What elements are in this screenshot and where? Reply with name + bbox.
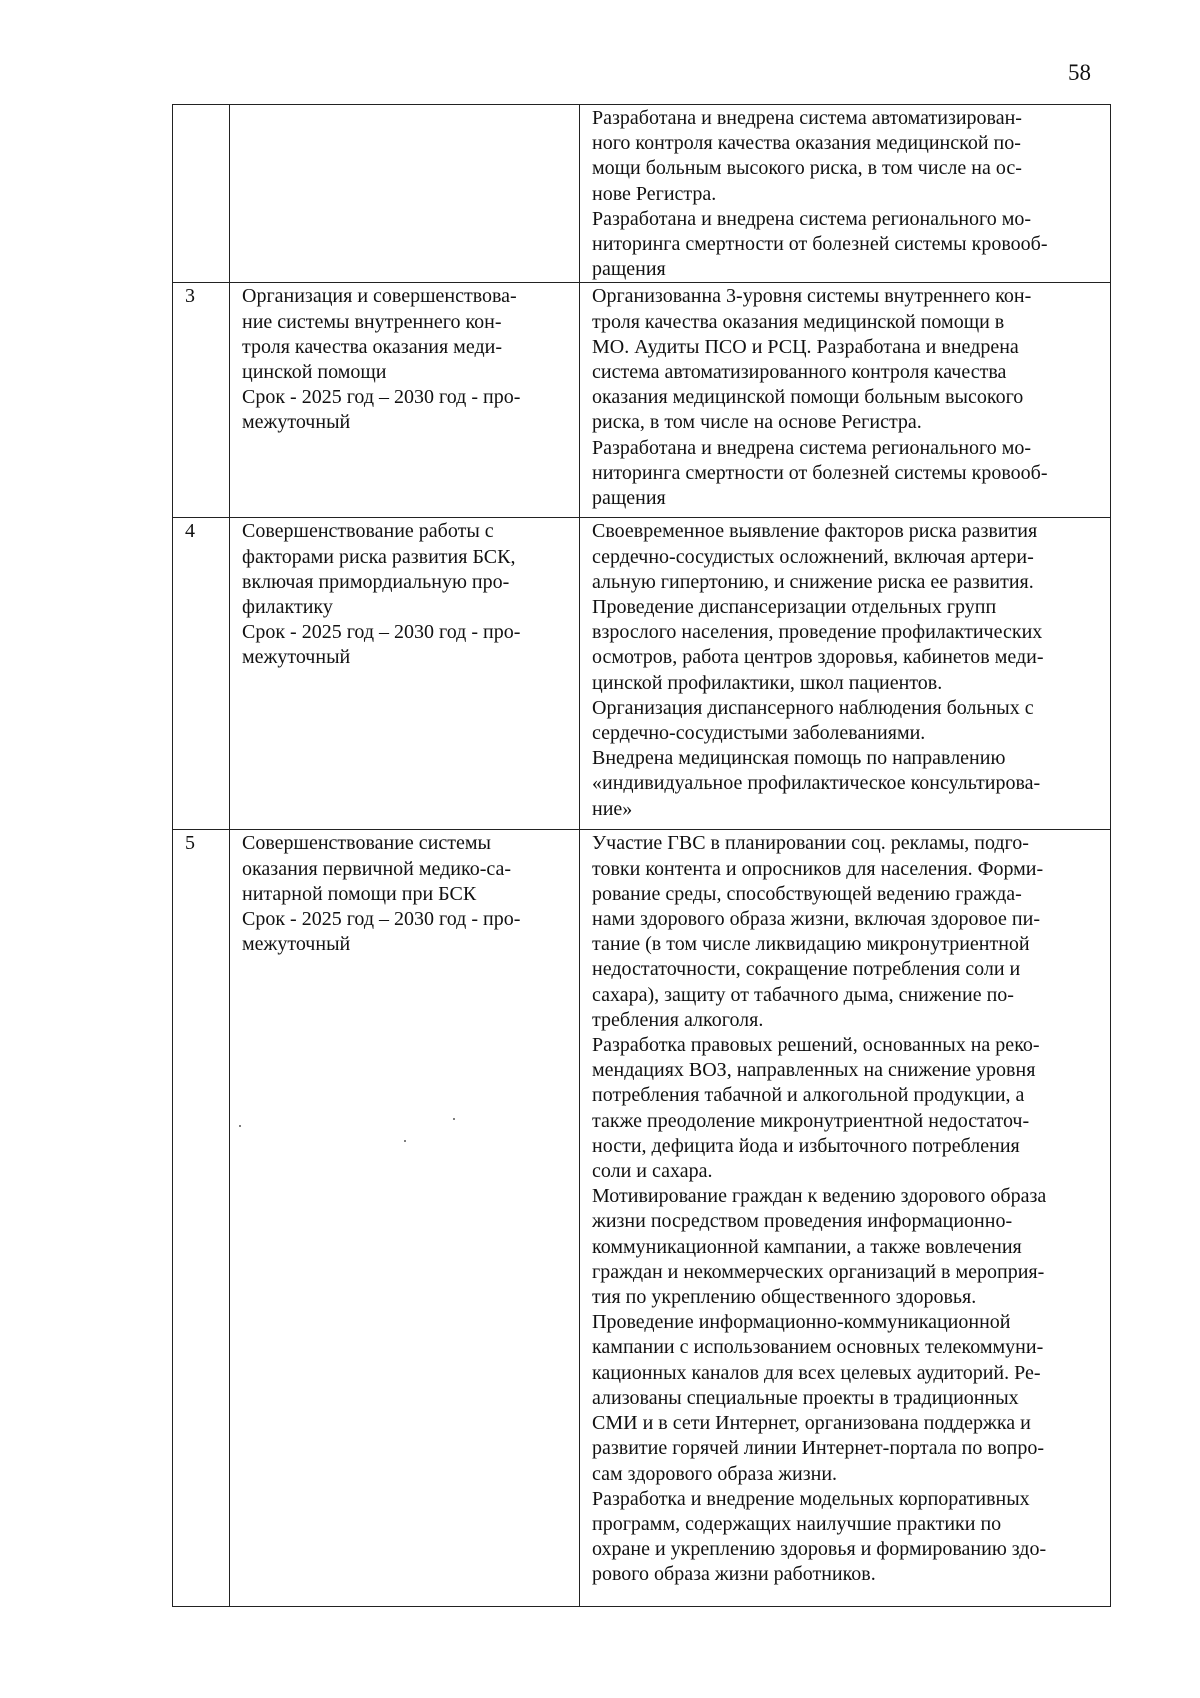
result-paragraph: Организованна 3-уровня системы внутреннего кон- троля качества оказания медицинской помощи в МО. Аудиты ПСО и РСЦ. Разработана и внедрена система автоматизированного контроля качества оказания медицинской помощи больным высокого риска, в том числе на основе Регистра. [592, 285, 1032, 434]
task-cell [230, 830, 580, 1607]
table-row [173, 518, 1111, 830]
row-number-cell: 5 [173, 830, 230, 1607]
result-cell [580, 518, 1111, 830]
table-body [173, 105, 1111, 1607]
measures-table [172, 104, 1111, 1607]
task-cell [230, 105, 580, 283]
task-paragraph: Совершенствование системы оказания первичной медико-са- нитарной помощи при БСК [242, 832, 512, 905]
task-paragraph: Срок - 2025 год – 2030 год - про- межуточный [242, 386, 521, 434]
table-row [173, 830, 1111, 1607]
row-number-cell: 3 [173, 283, 230, 518]
result-paragraph: Участие ГВС в планировании соц. рекламы, подго- товки контента и опросников для населения. Форми- рование среды, способствующей ведению гражда- нами здорового образа жизни, включая здоровое пи- тание (в том числе ликвидацию микронутриентной недостаточности, сокращение потребления соли и сахара), защиту от табачного дыма, снижение по- требления алкоголя. [592, 832, 1044, 1031]
scan-speck [404, 1140, 406, 1142]
result-paragraph: Организация диспансерного наблюдения больных с сердечно-сосудистыми заболеваниями. [592, 696, 1034, 745]
result-paragraph: Разработана и внедрена система регионального мо- ниторинга смертности от болезней системы кровооб- ращения [592, 207, 1048, 281]
result-paragraph: Мотивирование граждан к ведению здорового образа жизни посредством проведения информационно- коммуникационной кампании, а также вовлечения граждан и некоммерческих организаций в мероприя- тия по укреплению общественного здоровья. [592, 1185, 1047, 1309]
table-row [173, 283, 1111, 518]
row-number-cell [173, 105, 230, 283]
task-cell [230, 518, 580, 830]
result-paragraph: Разработана и внедрена система автоматизирован- ного контроля качества оказания медицинской по- мощи больным высокого риска, в том числе на ос- нове Регистра. [592, 107, 1022, 205]
result-paragraph: Внедрена медицинская помощь по направлению «индивидуальное профилактическое консультирова- ние» [592, 747, 1041, 820]
result-paragraph: Проведение информационно-коммуникационной кампании с использованием основных телекоммуни- кационных каналов для всех целевых аудиторий. Ре- ализованы специальные проекты в традиционных СМИ и в сети Интернет, организована поддержка и развитие горячей линии Интернет-портала по вопро- сам здорового образа жизни. [592, 1311, 1045, 1485]
result-cell [580, 283, 1111, 518]
task-paragraph: Срок - 2025 год – 2030 год - про- межуточный [242, 908, 521, 956]
table-row [173, 105, 1111, 283]
task-cell [230, 283, 580, 518]
result-cell [580, 105, 1111, 283]
result-cell [580, 830, 1111, 1607]
result-paragraph: Разработка и внедрение модельных корпоративных программ, содержащих наилучшие практики по охране и укреплению здоровья и формированию здо- рового образа жизни работников. [592, 1487, 1047, 1586]
result-paragraph: Разработана и внедрена система регионального мо- ниторинга смертности от болезней системы кровооб- ращения [592, 436, 1048, 510]
page-number: 58 [1068, 60, 1091, 85]
task-paragraph: Совершенствование работы с факторами риска развития БСК, включая примордиальную про- филактику [242, 520, 516, 619]
task-paragraph: Организация и совершенствова- ние системы внутреннего кон- троля качества оказания меди- цинской помощи [242, 285, 517, 384]
row-number-cell: 4 [173, 518, 230, 830]
scan-speck [453, 1118, 455, 1120]
task-paragraph: Срок - 2025 год – 2030 год - про- межуточный [242, 621, 521, 669]
scan-speck [239, 1125, 241, 1127]
result-paragraph: Своевременное выявление факторов риска развития сердечно-сосудистых осложнений, включая артери- альную гипертонию, и снижение риска ее развития. [592, 520, 1038, 593]
result-paragraph: Разработка правовых решений, основанных на реко- мендациях ВОЗ, направленных на снижение уровня потребления табачной и алкогольной продукции, а также преодоление микронутриентной недостаточ- ности, дефицита йода и избыточного потребления соли и сахара. [592, 1034, 1040, 1183]
result-paragraph: Проведение диспансеризации отдельных групп взрослого населения, проведение профилактических осмотров, работа центров здоровья, кабинетов меди- цинской профилактики, школ пациентов. [592, 596, 1044, 694]
